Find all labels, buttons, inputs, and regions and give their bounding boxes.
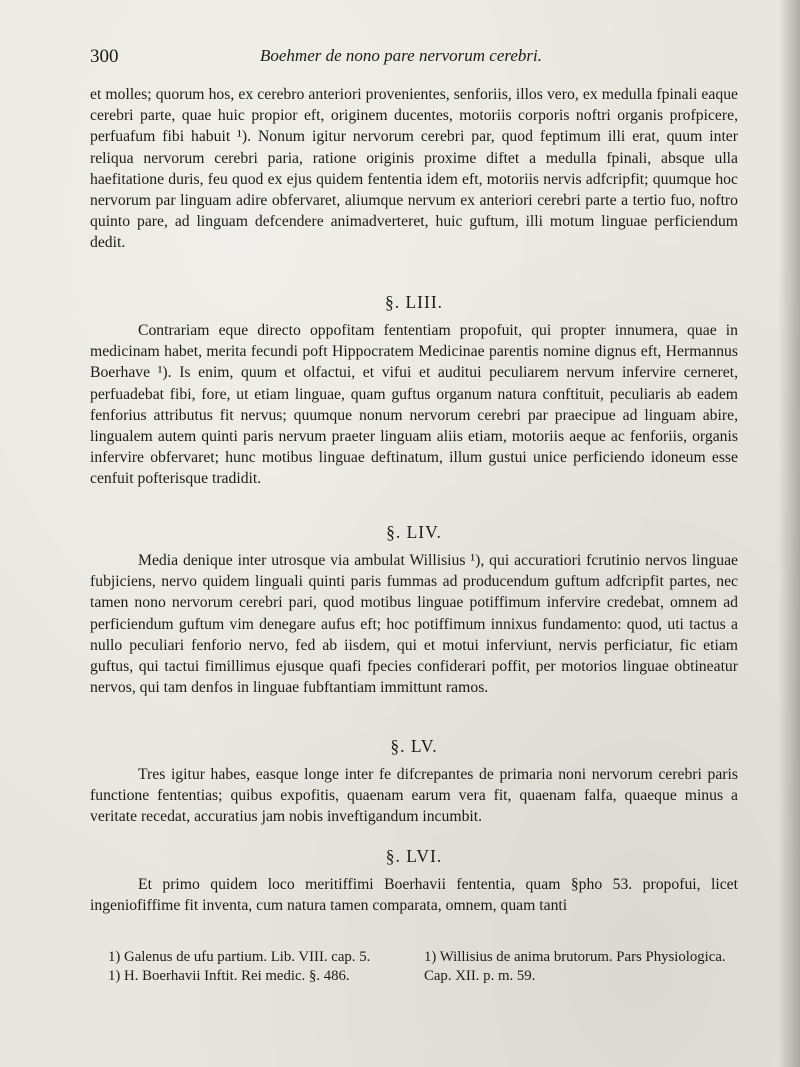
page-number: 300 xyxy=(90,46,119,67)
paragraph-liii-text: Contrariam eque directo oppofitam fententiam propofuit, qui propter innumera, quae in medicinam habet, merita fecundi poft Hippocratem Medicinae parentis nomine dignus eft, Hermannus Boerhave ¹). Is enim, quum et olfactui, et vifui et auditui peculiarem nervum infervire cerneret, perfuadebat fibi, fore, ut etiam linguae, quam guftus organum natura conftituit, peculiaris ab eadem fenforius attributus fit nervus; quumque nonum nervorum cerebri par praecipue ad linguam abire, lingualem autem quinti paris nervum praeter linguam aliis etiam, motoriis aeque ac fenforiis, organis infervire obfervaret; hunc motibus linguae deftinatum, illum gustui unice perficiendo idoneum esse cenfuit pofterisque tradidit. xyxy=(90,322,738,488)
footnote-galenus: 1) Galenus de ufu partium. Lib. VIII. cap. 5. xyxy=(108,949,371,965)
paragraph-liv-text: Media denique inter utrosque via ambulat Willisius ¹), qui accuratiori fcrutinio nervos linguae fubjiciens, nervo quidem linguali quinti paris fummas ad producendum guftum adfcripfit partes, nec tamen nono nervorum cerebri pari, quod motibus linguae potiffimum infervire credebat, omnem ad perficiendum guftum vim denegare aufus eft; hoc potiffimum innixus fundamento: quod, uti tactus a nullo peculiari fenforio nervo, fed ab iisdem, qui et motui inferviunt, nervis perficiatur, fic etiam guftus, qui tactui fimillimus ejusque quafi fpecies confiderari poffit, per motorios linguae obtineatur nervos, qui tam denfos in linguae fubftantiam immittunt ramos. xyxy=(90,552,738,697)
section-heading-lv: §. LV. xyxy=(390,736,438,756)
paragraph-lvi-text: Et primo quidem loco meritiffimi Boerhavii fententia, quam §pho 53. propofui, licet ingeniofiffime fit inventa, cum natura tamen comparata, omnem, quam tanti xyxy=(90,876,738,915)
paragraph-lv-text: Tres igitur habes, easque longe inter fe difcrepantes de primaria noni nervorum cerebri paris functione fententias; quibus expofitis, quaenam earum vera fit, quaenam falfa, quaeque minus a veritate recedat, accuratius jam nobis inveftigandum incumbit. xyxy=(90,766,738,826)
footnotes-left-column xyxy=(108,948,428,986)
paragraph-section-liii xyxy=(90,320,738,490)
footnotes xyxy=(90,948,740,1008)
paragraph-section-lv xyxy=(90,764,738,828)
paragraph-intro-text: et molles; quorum hos, ex cerebro anteriori provenientes, senforiis, illos vero, ex medulla fpinali eaque cerebri parte, quae huic propior eft, originem ducentes, motoriis corporis noftri organis profpicere, perfuafum fibi habuit ¹). Nonum igitur nervorum cerebri par, quod feptimum illi erat, quum inter reliqua nervorum cerebri paria, ratione originis proxime diftet a medulla fpinali, absque ulla haefitatione duris, feu quod ex ejus quidem fententia idem eft, motoriis nervis adfcripfit; quumque hoc nervorum par linguam adire obfervaret, aliumque nervum ex anteriori cerebri parte a tertio fuo, noftro quinto pare, ad linguam defcendere animadverteret, huic guftum, illi motum linguae perficiendum dedit. xyxy=(90,86,738,252)
section-heading-lvi: §. LVI. xyxy=(385,846,443,866)
paragraph-section-liv xyxy=(90,550,738,698)
paragraph-intro xyxy=(90,84,738,254)
page-gutter-shadow xyxy=(778,0,800,1067)
section-heading-liii: §. LIII. xyxy=(384,292,444,312)
footnotes-right-column xyxy=(424,948,744,986)
paragraph-section-lvi xyxy=(90,874,738,916)
footnote-willisius: 1) Willisius de anima brutorum. Pars Physiologica. Cap. XII. p. m. 59. xyxy=(424,949,726,984)
running-title: Boehmer de nono pare nervorum cerebri. xyxy=(260,46,543,65)
running-header xyxy=(90,46,740,72)
footnote-boerhave: 1) H. Boerhavii Inftit. Rei medic. §. 486. xyxy=(108,968,350,984)
section-heading-liv: §. LIV. xyxy=(386,522,442,542)
